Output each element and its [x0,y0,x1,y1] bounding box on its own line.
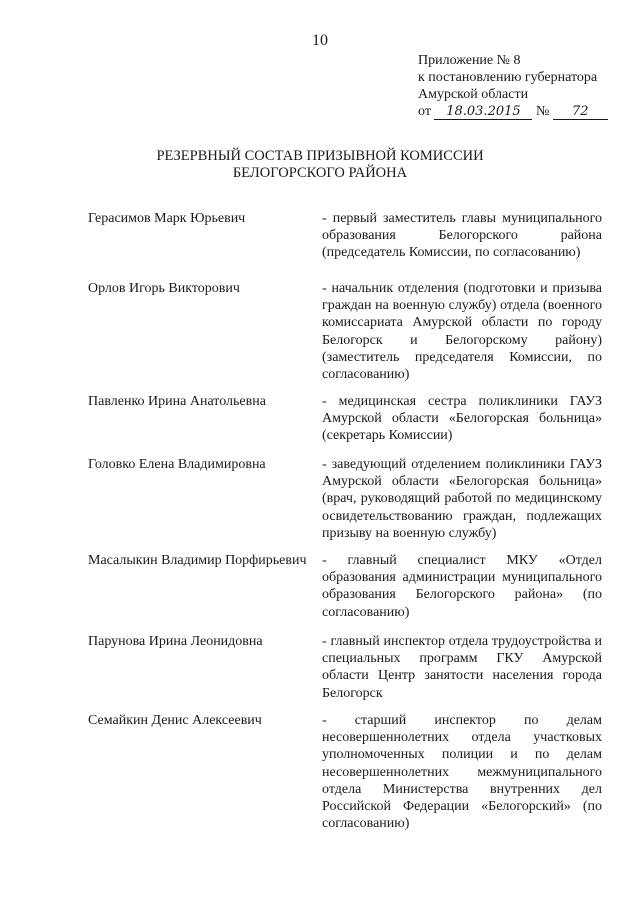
appendix-region: Амурской области [418,87,529,102]
appendix-header [418,52,608,120]
member-name: Орлов Игорь Викторович [88,281,240,296]
member-role: - первый заместитель главы муниципального образования Белогорского района (председатель Комиссии, по согласованию) [322,211,602,261]
appendix-decree: к постановлению губернатора [418,70,598,85]
member-role: - главный инспектор отдела трудоустройства и специальных программ ГКУ Амурской области Центр занятости населения города Белогорск [322,634,602,701]
handwritten-number: 72 [553,105,608,120]
member-role: - медицинская сестра поликлиники ГАУЗ Амурской области «Белогорская больница» (секретарь Комиссии) [322,394,602,444]
document-title [0,148,640,182]
member-name: Масалыкин Владимир Порфирьевич [88,553,307,568]
page-number: 10 [312,32,328,49]
appendix-title: Приложение № 8 [418,53,521,68]
member-role: - главный специалист МКУ «Отдел образования администрации муниципального образования Белогорского района» (по согласованию) [322,553,602,620]
title-line-1: РЕЗЕРВНЫЙ СОСТАВ ПРИЗЫВНОЙ КОМИССИИ [156,148,484,164]
member-role: - старший инспектор по делам несовершеннолетних отдела участковых уполномоченных полиции и по делам несовершеннолетних межмуниципального отдела Министерства внутренних дел Российской Федерации «Белогорский» (по согласованию) [322,713,602,832]
member-name: Герасимов Марк Юрьевич [88,211,246,226]
member-role: - заведующий отделением поликлиники ГАУЗ Амурской области «Белогорская больница» (врач, руководящий работой по медицинскому освидетельствованию граждан, подлежащих призыву на военную службу) [322,457,602,541]
member-role: - начальник отделения (подготовки и призыва граждан на военную службу) отдела (военного комиссариата Амурской области по городу Белогорск и Белогорскому району) (заместитель председателя Комиссии, по согласованию) [322,281,602,383]
member-name: Головко Елена Владимировна [88,457,266,472]
member-name: Павленко Ирина Анатольевна [88,394,266,409]
number-prefix: № [535,104,550,119]
member-name: Семайкин Денис Алексеевич [88,713,262,728]
handwritten-date: 18.03.2015 [434,105,532,120]
appendix-date-line [418,103,608,120]
date-prefix: от [418,104,431,119]
title-line-2: БЕЛОГОРСКОГО РАЙОНА [232,165,408,181]
member-name: Парунова Ирина Леонидовна [88,634,263,649]
